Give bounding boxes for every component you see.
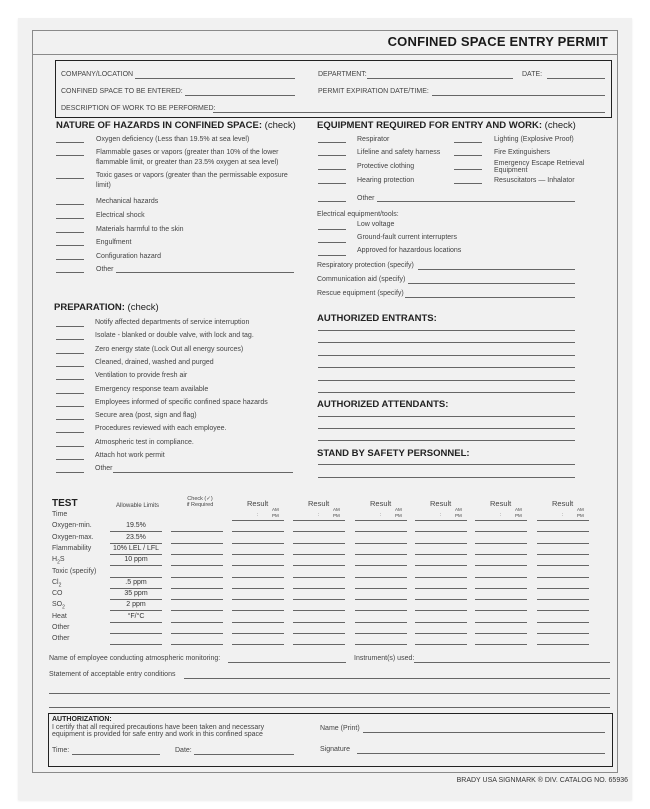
result-field[interactable]	[355, 531, 407, 532]
authorized-entrant-line[interactable]	[318, 380, 575, 381]
equipment-item: Hearing protection	[357, 177, 415, 184]
department-field[interactable]	[367, 78, 513, 79]
check-required-field[interactable]	[171, 633, 223, 634]
result-field[interactable]	[475, 520, 527, 521]
allowable-limit-value: 19.5%	[126, 522, 146, 529]
pm-label: PM	[395, 513, 402, 518]
instruments-used-label: Instrument(s) used:	[354, 655, 415, 662]
standby-personnel-line[interactable]	[318, 464, 575, 465]
am-label: AM	[455, 507, 462, 512]
result-field[interactable]	[415, 554, 467, 555]
preparation-heading-text: PREPARATION:	[54, 302, 125, 313]
check-required-field[interactable]	[171, 622, 223, 623]
preparation-item: Cleaned, drained, washed and purged	[95, 359, 214, 366]
result-field[interactable]	[415, 633, 467, 634]
pm-label: PM	[515, 513, 522, 518]
auth-name-label: Name (Print)	[320, 725, 360, 732]
result-field[interactable]	[475, 633, 527, 634]
test-row-name	[52, 590, 63, 597]
pm-label: PM	[455, 513, 462, 518]
entry-conditions-field[interactable]	[184, 678, 610, 679]
preparation-checkbox-line[interactable]	[56, 432, 84, 433]
hazard-checkbox-line[interactable]	[56, 178, 84, 179]
test-name-text: Other	[52, 624, 70, 631]
preparation-checkbox-line[interactable]	[56, 379, 84, 380]
department-label: DEPARTMENT:	[318, 71, 367, 78]
result-field[interactable]	[293, 644, 345, 645]
auth-date-label: Date:	[175, 747, 192, 754]
result-field[interactable]	[415, 543, 467, 544]
test-name-text: Toxic (specify)	[52, 568, 97, 575]
equipment-checkbox-line[interactable]	[318, 201, 346, 202]
equipment-check-note: (check)	[544, 120, 576, 131]
subscript: 2	[57, 559, 60, 566]
test-name-text: Time	[52, 511, 68, 518]
hazard-checkbox-line[interactable]	[56, 218, 84, 219]
check-required-field[interactable]	[171, 610, 223, 611]
am-label: AM	[577, 507, 584, 512]
result-field[interactable]	[475, 565, 527, 566]
result-field[interactable]	[475, 622, 527, 623]
confined-space-field[interactable]	[185, 95, 295, 96]
test-row-name	[52, 568, 96, 575]
pm-label: PM	[272, 513, 279, 518]
authorized-entrant-line[interactable]	[318, 330, 575, 331]
test-name-text: Flammability	[52, 545, 92, 552]
electrical-label: Electrical equipment/tools:	[317, 211, 399, 218]
result-field[interactable]	[355, 610, 407, 611]
equipment-item: Emergency Escape Retrieval	[494, 160, 585, 167]
result-field[interactable]	[537, 554, 589, 555]
result-field[interactable]	[293, 565, 345, 566]
result-field[interactable]	[415, 599, 467, 600]
preparation-checkbox-line[interactable]	[56, 393, 84, 394]
instruments-used-field[interactable]	[414, 662, 610, 663]
test-row-name	[52, 511, 67, 518]
result-field[interactable]	[232, 577, 284, 578]
result-column-header: Result	[552, 499, 574, 508]
authorization-heading: AUTHORIZATION:	[52, 716, 112, 723]
description-field[interactable]	[213, 112, 605, 113]
result-column-header: Result	[247, 499, 269, 508]
hazard-item: Flammable gases or vapors (greater than 10% of the lower	[96, 149, 279, 156]
rescue-equipment-field[interactable]	[405, 297, 575, 298]
equipment-other-field[interactable]	[377, 201, 575, 202]
allowable-limit-line	[110, 554, 162, 555]
result-field[interactable]	[232, 565, 284, 566]
preparation-checkbox-line[interactable]	[56, 353, 84, 354]
test-name-text: Cl	[52, 579, 59, 586]
hazard-checkbox-line[interactable]	[56, 245, 84, 246]
authorized-attendant-line[interactable]	[318, 440, 575, 441]
equipment-item: Respirator	[357, 136, 390, 143]
rescue-equipment-label: Rescue equipment (specify)	[317, 290, 404, 297]
preparation-checkbox-line[interactable]	[56, 406, 84, 407]
preparation-other-field[interactable]	[113, 472, 293, 473]
result-field[interactable]	[293, 633, 345, 634]
result-field[interactable]	[475, 599, 527, 600]
allowable-limit-value: 10 ppm	[124, 556, 148, 563]
result-field[interactable]	[293, 599, 345, 600]
authorized-entrant-line[interactable]	[318, 392, 575, 393]
preparation-item: Secure area (post, sign and flag)	[95, 412, 197, 419]
allowable-limit-value: .5 ppm	[125, 579, 147, 586]
equipment-heading	[317, 120, 576, 131]
test-row-name	[52, 522, 92, 529]
entry-conditions-label: Statement of acceptable entry conditions	[49, 671, 176, 678]
am-label: AM	[515, 507, 522, 512]
allowable-limit-line	[110, 633, 162, 634]
test-name-suffix: S	[59, 556, 65, 563]
equipment-item: Fire Extinguishers	[494, 149, 551, 156]
permit-expiration-field[interactable]	[432, 95, 605, 96]
result-field[interactable]	[355, 554, 407, 555]
preparation-checkbox-line[interactable]	[56, 472, 84, 473]
result-field[interactable]	[537, 610, 589, 611]
result-field[interactable]	[537, 577, 589, 578]
result-field[interactable]	[232, 554, 284, 555]
equipment-item: Resuscitators — Inhalator	[494, 177, 575, 184]
result-field[interactable]	[475, 531, 527, 532]
time-colon: :	[257, 512, 259, 517]
allowable-limit-value: 2 ppm	[126, 601, 146, 608]
result-field[interactable]	[355, 633, 407, 634]
equipment-item: Protective clothing	[357, 163, 415, 170]
electrical-item: Low voltage	[357, 221, 395, 228]
subscript: 2	[58, 582, 62, 589]
result-field[interactable]	[355, 622, 407, 623]
catalog-footer: BRADY USA SIGNMARK ® DIV. CATALOG NO. 65936	[456, 777, 628, 784]
result-field[interactable]	[232, 531, 284, 532]
result-field[interactable]	[355, 520, 407, 521]
result-field[interactable]	[415, 610, 467, 611]
result-field[interactable]	[355, 565, 407, 566]
title-band	[32, 30, 618, 55]
hazard-checkbox-line[interactable]	[56, 204, 84, 205]
preparation-item: Zero energy state (Lock Out all energy sources)	[95, 346, 244, 353]
equipment-item-continued: Equipment	[494, 167, 528, 174]
communication-aid-field[interactable]	[408, 283, 575, 284]
result-column-header: Result	[430, 499, 452, 508]
result-field[interactable]	[293, 531, 345, 532]
am-label: AM	[272, 507, 279, 512]
hazards-check-note: (check)	[264, 120, 296, 131]
test-row-name	[52, 613, 67, 620]
result-column-header: Result	[490, 499, 512, 508]
preparation-item: Notify affected departments of service interruption	[95, 319, 250, 326]
allowable-limit-line	[110, 577, 162, 578]
result-field[interactable]	[293, 610, 345, 611]
company-location-label: COMPANY/LOCATION	[61, 71, 134, 78]
test-row-name	[52, 624, 70, 631]
preparation-checkbox-line[interactable]	[56, 326, 84, 327]
result-field[interactable]	[537, 565, 589, 566]
result-column-header: Result	[308, 499, 330, 508]
hazard-item: Materials harmful to the skin	[96, 226, 184, 233]
communication-aid-label: Communication aid (specify)	[317, 276, 406, 283]
preparation-checkbox-line[interactable]	[56, 459, 84, 460]
test-row-name	[52, 556, 65, 565]
result-field[interactable]	[415, 565, 467, 566]
check-required-field[interactable]	[171, 554, 223, 555]
check-required-field[interactable]	[171, 531, 223, 532]
hazard-item: Engulfment	[96, 239, 132, 246]
preparation-heading	[54, 302, 159, 313]
time-colon: :	[318, 512, 320, 517]
check-required-header-1: Check (✓)	[187, 496, 213, 502]
hazard-item-continued: limit)	[96, 182, 111, 189]
test-row-name	[52, 601, 65, 610]
electrical-item: Ground-fault current interrupters	[357, 234, 457, 241]
equipment-checkbox-line[interactable]	[318, 169, 346, 170]
result-field[interactable]	[232, 610, 284, 611]
hazards-heading	[56, 120, 296, 131]
equipment-checkbox-line[interactable]	[318, 155, 346, 156]
result-field[interactable]	[537, 644, 589, 645]
result-field[interactable]	[355, 588, 407, 589]
hazard-checkbox-line[interactable]	[56, 259, 84, 260]
result-field[interactable]	[355, 577, 407, 578]
result-field[interactable]	[537, 588, 589, 589]
result-field[interactable]	[232, 644, 284, 645]
result-field[interactable]	[475, 644, 527, 645]
auth-signature-label: Signature	[320, 746, 350, 753]
equipment-checkbox-line[interactable]	[454, 183, 482, 184]
subscript: 2	[62, 604, 65, 611]
test-name-text: H	[52, 556, 58, 563]
equipment-checkbox-line[interactable]	[318, 183, 346, 184]
result-field[interactable]	[232, 599, 284, 600]
result-field[interactable]	[232, 622, 284, 623]
test-row-name	[52, 635, 70, 642]
preparation-checkbox-line[interactable]	[56, 446, 84, 447]
result-field[interactable]	[415, 531, 467, 532]
preparation-item: Isolate - blanked or double valve, with lock and tag.	[95, 332, 254, 339]
auth-signature-field[interactable]	[357, 753, 605, 754]
allowable-limit-value: 35 ppm	[124, 590, 148, 597]
check-required-field[interactable]	[171, 644, 223, 645]
result-field[interactable]	[537, 520, 589, 521]
allowable-limit-line	[110, 599, 162, 600]
time-colon: :	[440, 512, 442, 517]
preparation-item: Other	[95, 465, 113, 472]
check-required-field[interactable]	[171, 588, 223, 589]
result-field[interactable]	[232, 588, 284, 589]
result-field[interactable]	[475, 543, 527, 544]
preparation-check-note: (check)	[127, 302, 159, 313]
preparation-checkbox-line[interactable]	[56, 339, 84, 340]
allowable-limit-line	[110, 644, 162, 645]
am-label: AM	[395, 507, 402, 512]
time-colon: :	[562, 512, 564, 517]
result-field[interactable]	[293, 577, 345, 578]
result-field[interactable]	[537, 622, 589, 623]
authorization-box	[48, 713, 613, 767]
preparation-item: Atmospheric test in compliance.	[95, 439, 194, 446]
date-label: DATE:	[522, 71, 543, 78]
test-row-name	[52, 579, 61, 588]
standby-personnel-line[interactable]	[318, 477, 575, 478]
permit-expiration-label: PERMIT EXPIRATION DATE/TIME:	[318, 88, 429, 95]
authorized-entrant-line[interactable]	[318, 367, 575, 368]
respiratory-protection-field[interactable]	[418, 269, 575, 270]
result-field[interactable]	[475, 577, 527, 578]
equipment-heading-text: EQUIPMENT REQUIRED FOR ENTRY AND WORK:	[317, 120, 543, 131]
allowable-limit-value: °F/°C	[127, 613, 145, 620]
result-field[interactable]	[475, 610, 527, 611]
electrical-checkbox-line[interactable]	[318, 255, 346, 256]
equipment-checkbox-line[interactable]	[454, 142, 482, 143]
result-field[interactable]	[355, 644, 407, 645]
result-field[interactable]	[355, 599, 407, 600]
allowable-limit-line	[110, 610, 162, 611]
test-name-text: Oxygen-max.	[52, 534, 94, 541]
standby-personnel-heading: STAND BY SAFETY PERSONNEL:	[317, 448, 470, 459]
result-field[interactable]	[293, 554, 345, 555]
allowable-limit-value: 23.5%	[126, 534, 146, 541]
allowable-limit-line	[110, 531, 162, 532]
test-name-text: CO	[52, 590, 63, 597]
result-field[interactable]	[537, 599, 589, 600]
result-field[interactable]	[355, 543, 407, 544]
am-label: AM	[333, 507, 340, 512]
result-field[interactable]	[415, 520, 467, 521]
hazard-checkbox-line[interactable]	[56, 142, 84, 143]
auth-date-field[interactable]	[194, 754, 294, 755]
electrical-checkbox-line[interactable]	[318, 242, 346, 243]
result-field[interactable]	[415, 588, 467, 589]
hazard-item: Configuration hazard	[96, 253, 161, 260]
auth-name-field[interactable]	[363, 732, 605, 733]
test-name-text: Oxygen-min.	[52, 522, 92, 529]
check-required-field[interactable]	[171, 599, 223, 600]
allowable-limits-header: Allowable Limits	[116, 503, 160, 509]
result-field[interactable]	[232, 543, 284, 544]
result-field[interactable]	[293, 543, 345, 544]
result-field[interactable]	[415, 644, 467, 645]
hazard-checkbox-line[interactable]	[56, 155, 84, 156]
allowable-limit-line	[110, 622, 162, 623]
preparation-checkbox-line[interactable]	[56, 419, 84, 420]
result-field[interactable]	[537, 543, 589, 544]
company-location-field[interactable]	[135, 78, 295, 79]
test-name-text: Other	[52, 635, 70, 642]
hazard-checkbox-line[interactable]	[56, 232, 84, 233]
authorized-attendant-line[interactable]	[318, 416, 575, 417]
authorized-attendant-line[interactable]	[318, 428, 575, 429]
electrical-item: Approved for hazardous locations	[357, 247, 462, 254]
allowable-limit-line	[110, 588, 162, 589]
result-field[interactable]	[475, 554, 527, 555]
result-field[interactable]	[293, 520, 345, 521]
check-required-header-2: if Required	[186, 502, 214, 508]
allowable-limit-line	[110, 543, 162, 544]
equipment-item: Lighting (Explosive Proof)	[494, 136, 574, 143]
entry-conditions-line[interactable]	[49, 707, 610, 708]
result-field[interactable]	[415, 577, 467, 578]
confined-space-label: CONFINED SPACE TO BE ENTERED:	[61, 88, 183, 95]
hazard-item: Oxygen deficiency (Less than 19.5% at sea level)	[96, 136, 250, 143]
allowable-limit-line	[110, 565, 162, 566]
form-title: CONFINED SPACE ENTRY PERMIT	[387, 34, 608, 49]
result-column-header: Result	[370, 499, 392, 508]
check-required-field[interactable]	[171, 577, 223, 578]
result-field[interactable]	[537, 531, 589, 532]
authorization-text-1: I certify that all required precautions have been taken and necessary	[52, 724, 265, 731]
preparation-checkbox-line[interactable]	[56, 366, 84, 367]
auth-time-field[interactable]	[72, 754, 160, 755]
allowable-limit-value: 10% LEL / LFL	[112, 545, 160, 552]
result-field[interactable]	[475, 588, 527, 589]
electrical-checkbox-line[interactable]	[318, 229, 346, 230]
result-field[interactable]	[537, 633, 589, 634]
preparation-item: Employees informed of specific confined space hazards	[95, 399, 268, 406]
auth-time-label: Time:	[52, 747, 70, 754]
test-name-text: SO	[52, 601, 63, 608]
result-field[interactable]	[232, 633, 284, 634]
result-field[interactable]	[415, 622, 467, 623]
hazard-item-continued: flammable limit, or greater than 23.5% oxygen at sea level)	[96, 159, 279, 166]
test-name-text: Heat	[52, 613, 67, 620]
preparation-item: Ventilation to provide fresh air	[95, 372, 188, 379]
hazard-checkbox-line[interactable]	[56, 272, 84, 273]
authorized-entrants-heading: AUTHORIZED ENTRANTS:	[317, 313, 437, 324]
result-field[interactable]	[232, 520, 284, 521]
equipment-checkbox-line[interactable]	[454, 169, 482, 170]
time-colon: :	[500, 512, 502, 517]
test-row-name	[52, 545, 91, 552]
pm-label: PM	[577, 513, 584, 518]
hazard-item: Mechanical hazards	[96, 198, 159, 205]
date-field[interactable]	[547, 78, 605, 79]
equipment-checkbox-line[interactable]	[454, 155, 482, 156]
monitoring-employee-label: Name of employee conducting atmospheric monitoring:	[49, 655, 221, 662]
test-row-name	[52, 534, 94, 541]
authorization-text-2: equipment is provided for safe entry and work in this confined space	[52, 731, 263, 738]
authorized-entrant-line[interactable]	[318, 342, 575, 343]
result-field[interactable]	[293, 588, 345, 589]
test-heading: TEST	[52, 498, 78, 509]
equipment-checkbox-line[interactable]	[318, 142, 346, 143]
authorized-entrant-line[interactable]	[318, 355, 575, 356]
hazard-item: Electrical shock	[96, 212, 145, 219]
pm-label: PM	[333, 513, 340, 518]
time-colon: :	[380, 512, 382, 517]
hazard-item: Other	[96, 266, 114, 273]
equipment-item: Other	[357, 195, 375, 202]
hazards-heading-text: NATURE OF HAZARDS IN CONFINED SPACE:	[56, 120, 263, 131]
result-field[interactable]	[293, 622, 345, 623]
check-required-field[interactable]	[171, 565, 223, 566]
preparation-item: Procedures reviewed with each employee.	[95, 425, 227, 432]
description-label: DESCRIPTION OF WORK TO BE PERFORMED:	[61, 105, 216, 112]
respiratory-protection-label: Respiratory protection (specify)	[317, 262, 414, 269]
preparation-item: Attach hot work permit	[95, 452, 165, 459]
monitoring-employee-field[interactable]	[228, 662, 346, 663]
check-required-field[interactable]	[171, 543, 223, 544]
equipment-item: Lifeline and safety harness	[357, 149, 441, 156]
hazard-other-field[interactable]	[116, 272, 294, 273]
hazard-item: Toxic gases or vapors (greater than the permissable exposure	[96, 172, 288, 179]
entry-conditions-line[interactable]	[49, 693, 610, 694]
authorized-attendants-heading: AUTHORIZED ATTENDANTS:	[317, 399, 449, 410]
preparation-item: Emergency response team available	[95, 386, 209, 393]
